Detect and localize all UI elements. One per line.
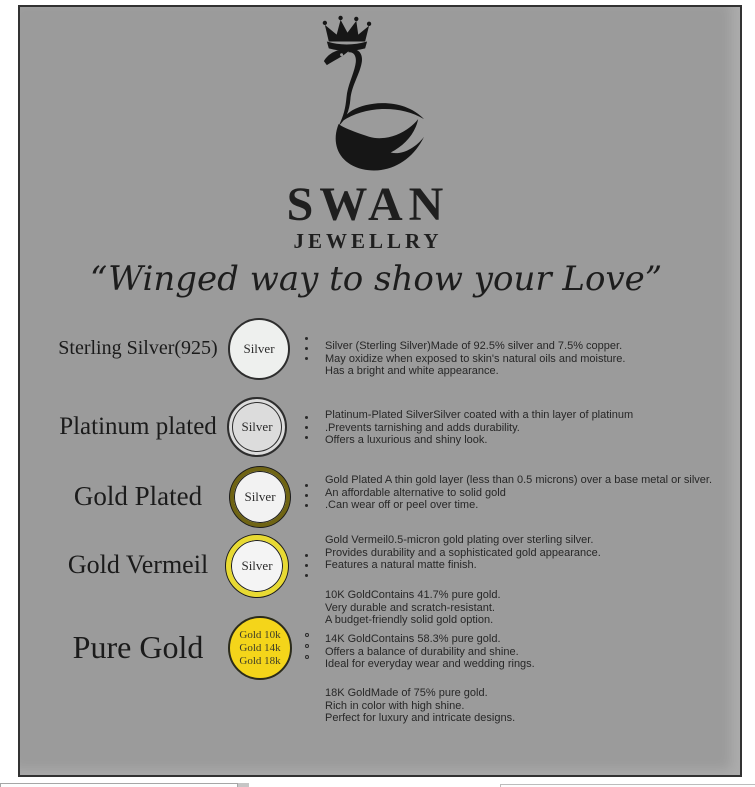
separator-dots [305,633,309,659]
gold-14k-description [325,633,755,671]
description-line: May oxidize when exposed to skin's natural oils and moisture. [325,352,626,365]
description-line: 14K GoldContains 58.3% pure gold. [325,633,501,645]
description-line: Offers a luxurious and shiny look. [325,434,488,447]
separator-dots [305,554,308,577]
badge-text: Silver [241,419,273,434]
platinum-plated-badge [227,397,287,457]
gold-plated-description [325,474,755,512]
badge-text: Gold 14k [239,641,281,654]
crown-icon [323,16,372,51]
description-line: An affordable alternative to solid gold [325,486,506,499]
description-line: Ideal for everyday wear and wedding rings. [325,658,535,671]
sterling-silver-badge [228,318,290,380]
brand-tagline: “Winged way to show your Love” [89,259,663,299]
badge-text: Silver [243,341,275,356]
material-label-sterling-silver: Sterling Silver(925) [58,337,218,359]
description-line: Rich in color with high shine. [325,699,465,712]
description-line: .Prevents tarnishing and adds durability. [325,421,520,434]
separator-dots [305,416,308,439]
bottom-card-chip [238,783,249,787]
gold-plated-badge [230,467,290,527]
separator-dots [305,337,308,360]
description-line: A budget-friendly solid gold option. [325,614,494,627]
badge-text: Gold 18k [239,654,281,667]
description-line: Gold Vermeil0.5-micron gold plating over sterling silver. [325,534,594,546]
gold-vermeil-description [325,534,755,572]
gold-vermeil-badge [226,535,288,597]
description-line: Perfect for luxury and intricate designs. [325,712,516,725]
description-line: Features a natural matte finish. [325,559,477,572]
description-line: 10K GoldContains 41.7% pure gold. [325,589,501,601]
sterling-silver-description [325,340,755,378]
swan-logo [312,15,432,177]
description-line: .Can wear off or peel over time. [325,499,479,512]
badge-text: Silver [244,489,276,504]
material-label-gold-plated: Gold Plated [73,481,203,511]
description-line: Offers a balance of durability and shine. [325,645,519,658]
description-line: Platinum-Plated SilverSilver coated with a thin layer of platinum [325,409,634,421]
infographic-panel [18,5,742,777]
platinum-plated-description [325,409,755,447]
separator-dots [305,484,308,507]
badge-text: Silver [241,558,273,573]
brand-name: SWAN [286,178,450,231]
material-label-platinum-plated: Platinum plated [59,413,217,440]
description-line: Very durable and scratch-resistant. [325,601,495,614]
gold-10k-description [325,589,755,627]
description-line: 18K GoldMade of 75% pure gold. [325,687,488,699]
material-label-gold-vermeil: Gold Vermeil [67,550,209,579]
material-label-pure-gold: Pure Gold [72,629,204,665]
badge-text: Gold 10k [239,628,281,641]
description-line: Silver (Sterling Silver)Made of 92.5% silver and 7.5% copper. [325,340,623,352]
description-line: Gold Plated A thin gold layer (less than 0.5 microns) over a base metal or silver. [325,474,713,486]
gold-18k-description [325,687,755,725]
bottom-card-edge [0,783,238,787]
swan-icon [324,49,424,170]
description-line: Provides durability and a sophisticated gold appearance. [325,546,601,559]
description-line: Has a bright and white appearance. [325,365,499,378]
brand-subtitle: JEWELLRY [293,229,443,253]
pure-gold-badge [228,616,292,680]
